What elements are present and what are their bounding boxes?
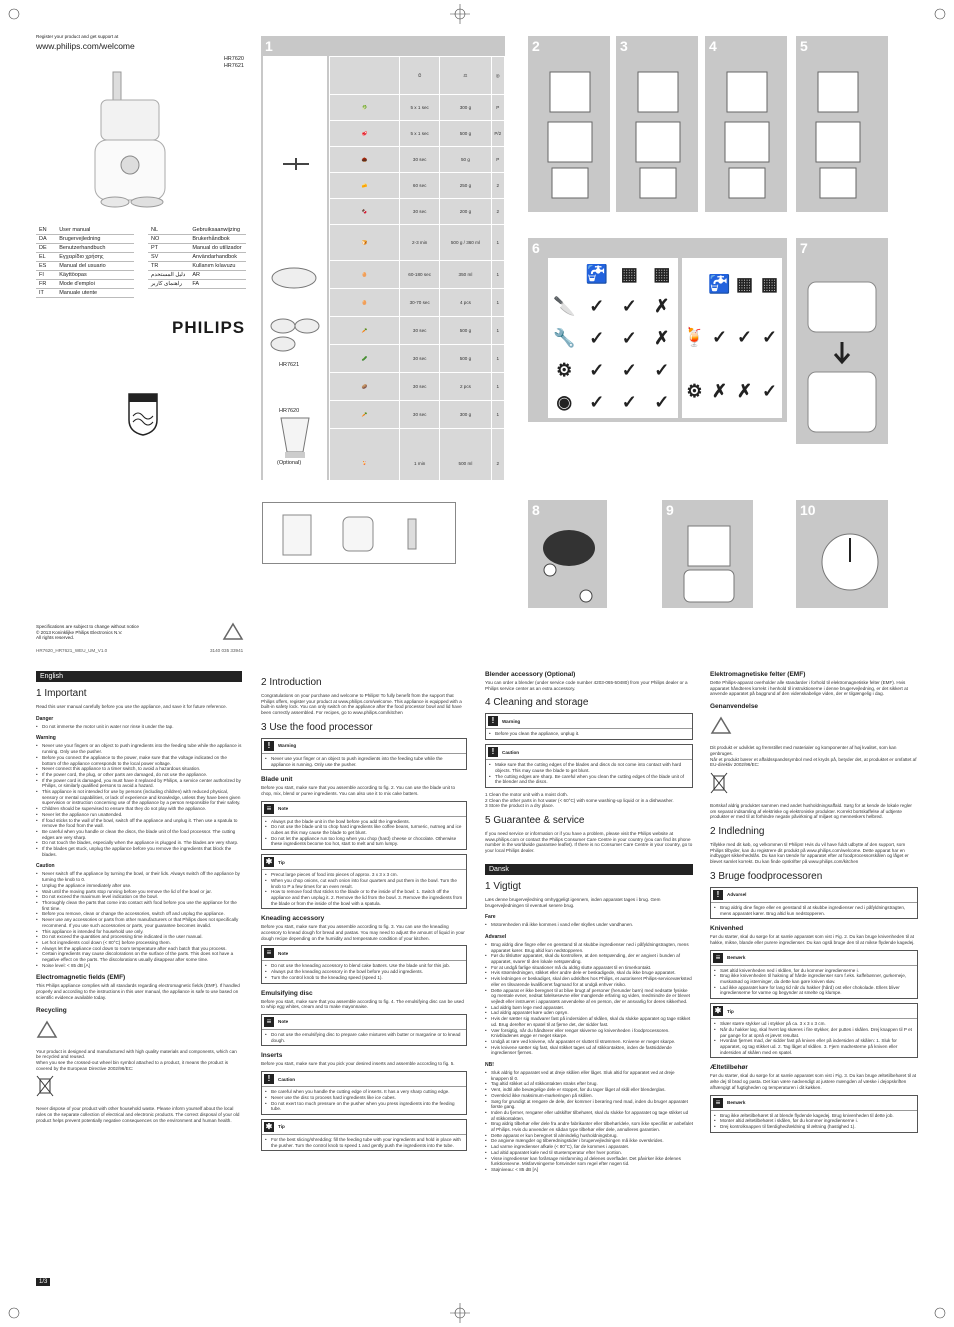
model-list xyxy=(216,56,244,69)
list-item: • Let hot ingredients cool down (< 80°C) before processing them. xyxy=(36,940,242,946)
caution-icon: ! xyxy=(488,747,498,757)
blade-unit-icon xyxy=(281,156,311,172)
list-item: • Before you clean the appliance, unplug it. xyxy=(489,731,689,737)
table-row: 🥚 60-180 sec 350 ml 1 xyxy=(330,261,505,289)
lang-row: ES Manual del usuario xyxy=(36,262,134,271)
list-item: • Do not use the kneading accessory to blend cake batters. Use the blade unit for this job. xyxy=(265,963,463,969)
doc-number: 3140 035 33941 xyxy=(210,648,244,653)
list-item: • Never use any accessories or parts from other manufacturers or that Philips does not specifically recommend. If you use such accessories or parts, your guarantee becomes invalid. xyxy=(36,917,242,928)
list-item: • If the power cord, the plug, or other parts are damaged, do not use the appliance. xyxy=(36,772,242,778)
list-item: • Do not use the emulsifying disc to prepare cake mixtures with butter or margarine or to knead dough. xyxy=(265,1032,463,1043)
figure-1 xyxy=(261,36,505,480)
list-item: • Do not use the blade unit to chop hard ingredients like coffee beans, turmeric, nutmeg and ice cubes as this may cause the blade to get blunt. xyxy=(265,824,463,835)
list-item: • Do not let the appliance run too long when you chop (hard) cheese or chocolate. Otherwise these ingredients become too hot, start to melt and turn lumpy. xyxy=(265,836,463,847)
list-item: • Brug aldrig dine fingre eller en genstand til at skubbe ingredienser ned i påfyldningstragten, mens apparatet kører. Brug altid kun nedstopperen. xyxy=(485,942,693,953)
warning-icon: ! xyxy=(488,716,498,726)
note-icon: ≡ xyxy=(713,1098,723,1108)
fig1-table xyxy=(329,56,505,499)
lang-row: راهنمای کاربر FA xyxy=(148,280,246,289)
page-number: 1/3 xyxy=(36,1278,50,1286)
section-guarantee: 5 Guarantee & service xyxy=(485,815,585,827)
list-item: • Hvis ledningen er beskadiget, skal den udskiftes hos Philips, et autoriseret Philips-serviceværksted eller en tilsvarende kvalificeret fagmand for at undgå enhver risiko. xyxy=(485,976,693,987)
tip-icon: ✱ xyxy=(265,857,273,867)
emulsifying-disc-icon xyxy=(269,264,319,292)
danger-heading: Danger xyxy=(36,715,54,722)
list-item: • Hvis knivene sætter sig fast, skal stikket tages ud af stikkontakten, inden de fastsiddende ingredienser fjernes. xyxy=(485,1045,693,1056)
recycling-heading: Recycling xyxy=(36,1006,67,1014)
list-item: • Children should be supervised to ensure that they do not play with the appliance. xyxy=(36,806,242,812)
list-item: • Når du hakker løg, skal hvert løg skæres i fire stykker, der puttes i skålen. Drej knappen til P et par gange for at opnå et jævnt resultat. xyxy=(714,1027,914,1038)
advarsel-list xyxy=(485,942,693,1056)
lang-row: SV Användarhandbok xyxy=(148,253,246,262)
recycle-icon xyxy=(710,716,732,736)
label-optional: (Optional) xyxy=(277,460,302,466)
tip-box: ✱ Tip • Precut large pieces of food into pieces of approx. 3 x 3 x 3 cm. • When you chop onions, cut each onion into four quarters and put them in the bowl. Turn the knob to P a few times for an even result. • How to remove food that sticks to the blade or to the inside of the bowl: 1. Switch off the appliance and then unplug it. 2. Remove the lid from the bowl. 3. Remove the ingredients from the blade or from the inside of the bowl with a spatula. xyxy=(261,854,467,909)
english-col-1 xyxy=(36,671,242,1123)
kneading-text: Before you start, make sure that you assemble according to fig. 3. You can use the kneading accessory to knead dough for bread and pastas. You may need to adjust the amount of liquid in your dough recipe depending on the humidity and temperature condition of your kitchen. xyxy=(261,924,465,941)
list-item: • Do not exert too much pressure on the pusher when you press ingredients into the feeding tube. xyxy=(265,1101,463,1112)
lang-row: PT Manual do utilizador xyxy=(148,244,246,253)
cleaning-step: Store the product in a dry place. xyxy=(488,803,554,809)
list-item: • Make sure that the cutting edges of the blades and discs do not come into contact with hard objects. This may cause the blade to get blunt. xyxy=(489,762,689,773)
lang-row: FI Käyttöopas xyxy=(36,271,134,280)
list-item: • Be careful when you handle or clean the discs, the blade unit of the food processor. The cutting edges are very sharp. xyxy=(36,829,242,840)
list-item: • The cutting edges are sharp. Be careful when you clean the cutting edges of the blade unit of the blender and the discs. xyxy=(489,774,689,785)
label-hr7621: HR7621 xyxy=(279,362,300,368)
cleaning-step: Clean the motor unit with a moist cloth. xyxy=(488,791,568,797)
intro-text: Læs denne brugervejledning omhyggeligt igennem, inden apparatet tages i brug. Gem brugervejledningen til eventuel senere brug. xyxy=(485,896,661,908)
emf-text: This Philips appliance complies with all standards regarding electromagnetic fields (EMF). If handled properly and according to the instructions in this user manual, the appliance is safe to use based on scientific evidence available today. xyxy=(36,983,240,1000)
figure-2: 2 xyxy=(528,36,610,212)
list-item: • Hvis strømledningen, stikket eller andre dele er beskadigede, skal du ikke bruge apparatet. xyxy=(485,970,693,976)
list-item: • Certain ingredients may cause discolorations on the surface of the parts. This does not have a negative effect on the parts. The discolorations usually disappear after some time. xyxy=(36,951,242,962)
language-heading-english: English xyxy=(36,671,242,682)
figure-8: 8 xyxy=(528,500,607,608)
lang-row: EN User manual xyxy=(36,226,134,235)
list-item: • Tag altid stikket ud af stikkontakten straks efter brug. xyxy=(485,1081,693,1087)
lang-row: DA Brugervejledning xyxy=(36,235,134,244)
blade-text: Before you start, make sure that you assemble according to fig. 2. You can use the blade unit to chop, mix, blend or puree ingredients. You can also use it to mix cake batters. xyxy=(261,785,456,796)
intro-text: Congratulations on your purchase and welcome to Philips! To fully benefit from the support that Philips offers, register your product at www.philips.com/welcome. This appliance is equipped with a built-in safety lock. You can only switch on the appliance after the food processor bowl and lid have been correctly assembled. For recipes, go to www.philips.com/kitchen xyxy=(261,693,462,716)
nb-heading: NB! xyxy=(485,1062,494,1069)
spec-notice: Specifications are subject to change without notice © 2013 Koninklijke Philips Electronics N.V. All rights reserved. xyxy=(36,624,139,641)
list-item: • Before you connect the appliance to the power, make sure that the voltage indicated on the bottom of the appliance corresponds to the local power voltage. xyxy=(36,755,242,766)
list-item: • Før du tilslutter apparatet, skal du kontrollere, at den netspænding, der er angivet i bunden af apparatet, svarer til den lokale netspænding. xyxy=(485,953,693,964)
philips-logo: PHILIPS xyxy=(172,318,246,337)
list-item: • Dette apparat er ikke beregnet til at blive brugt af personer (herunder børn) med nedsatte fysiske og mentale evner, nedsat følelsesevne eller manglende erfaring og viden, medmindre de er blevet vejledt eller instrueret i apparatets anvendelse af en person, der er ansvarlig for deres sikkerhed. xyxy=(485,988,693,1005)
warning-icon: ! xyxy=(713,890,723,900)
list-item: • Thoroughly clean the parts that come into contact with food before you use the appliance for the first time. xyxy=(36,900,242,911)
list-item: • Vær forsigtig, når du håndterer eller rengør skiverne og knivenheden i foodprocessoren. Knivbladenes ægge er meget skarpe. xyxy=(485,1028,693,1039)
table-row: 🥕 30 sec 300 g 1 xyxy=(330,401,505,429)
list-item: • Inden du fjerner, rengører eller udskifter tilbehøret, skal du slukke for apparatet og tage stikket ud af stikkontakten. xyxy=(485,1110,693,1121)
caution-list xyxy=(36,871,242,968)
table-row: 🌰 30 sec 50 g P xyxy=(330,147,505,173)
emf-text: Dette Philips-apparat overholder alle standarder i forhold til elektromagnetiske felter (EMF). Hvis apparatet håndteres korrekt i henhold til instruktionerne i denne brugervejledning, er det sikkert at anvende apparatet på baggrund af den videnskabelige viden, der er tilgængelig i dag. xyxy=(710,680,908,697)
note-icon: ≡ xyxy=(264,804,274,814)
list-item: • Visse ingredienser kan forårsage misfarvning af delenes overflader. Det påvirker ikke delenes funktionsevne. Misfarvningerne forsvinder som regel efter nogen tid. xyxy=(485,1156,693,1167)
recycle-icon xyxy=(222,622,244,642)
list-item: • If the power cord is damaged, you must have it replaced by Philips, a service center authorized by Philips, or similarly qualified persons to avoid a hazard. xyxy=(36,778,242,789)
optional-accessories xyxy=(262,502,456,564)
lang-row: NO Brukerhåndbok xyxy=(148,235,246,244)
figure-3: 3 xyxy=(616,36,698,212)
section-introduction: 2 Introduction xyxy=(261,677,322,688)
list-item: • Lad varme ingredienser afkøle (< 80°C), før de kommes i apparatet. xyxy=(485,1144,693,1150)
list-item: • Støjniveau: < 85 dB [A] xyxy=(485,1167,693,1173)
accessory-column xyxy=(263,56,327,480)
list-item: • Sæt altid knivenheden ned i skålen, før du kommer ingredienserne i. xyxy=(714,968,914,974)
section-important: 1 Important xyxy=(36,688,87,699)
recycling-heading: Genanvendelse xyxy=(710,703,759,711)
list-item: • Hvis der sætter sig madvarer fast på indersiden af skålen, skal du slukke apparatet og tage stikket ud. Brug derefter en spatel til at fjerne det, der sidder fast. xyxy=(485,1016,693,1027)
language-list-left xyxy=(36,226,134,298)
advarsel-heading: Advarsel xyxy=(485,933,507,940)
list-item: • Be careful when you handle the cutting edge of inserts. It has a very sharp cutting edge. xyxy=(265,1089,463,1095)
intro-text: Tillykke med dit køb, og velkommen til Philips! Hvis du vil have fuldt udbytte af den support, som Philips tilbyder, kan du registrere dit produkt på www.philips.com/welcome. Dette apparat har en indbygget sikkerhedslås. Du kan kun tænde for apparatet efter at foodprocessorskålen og låget er blevet samlet korrekt. Du kan finde opskrifter på www.philips.com/kitchen xyxy=(710,842,909,865)
lang-row: FR Mode d'emploi xyxy=(36,280,134,289)
section-vigtigt: 1 Vigtigt xyxy=(485,880,521,892)
list-item: • Undgå at røre ved knivene, når apparatet er sluttet til strømmen. Knivene er meget skarpe. xyxy=(485,1039,693,1045)
recycling-text: Bortskaf aldrig produktet sammen med andet husholdningsaffald. Sørg for at kende de lokale regler om separat indsamling af elektriske og elektroniske produkter. Korrekt bortskaffelse af udtjente produkter er med til at forhindre negativ påvirkning af miljøet og menneskers helbred. xyxy=(710,802,912,820)
note-box: ≡ Note • Do not use the kneading accessory to blend cake batters. Use the blade unit for this job. • Always put the kneading accessory in the bowl before you add ingredients. • Turn the control knob to the kneading speed (speed 1). xyxy=(261,945,467,983)
recycling-text: Dit produkt er udviklet og fremstillet med materialer og komponenter af høj kvalitet, som kan genbruges. xyxy=(710,745,897,756)
figure-1-label: 1 xyxy=(265,38,273,54)
timer-icon: ⏱ xyxy=(400,57,440,95)
list-item: • Never connect this appliance to a timer switch, to avoid a hazardous situation. xyxy=(36,766,242,772)
emulsifying-heading: Emulsifying disc xyxy=(261,989,313,997)
list-item: • Brug aldrig tilbehør eller dele fra andre fabrikanter eller tilbehør/dele, som ikke specifikt er anbefalet af Philips. Hvis du anvender en sådan type tilbehør eller dele, annulleres garantien. xyxy=(485,1121,693,1132)
list-item: • Do not exceed the maximum level indication on the bowl. xyxy=(36,894,242,900)
list-item: • Before you remove, clean or change the accessories, switch off and unplug the appliance. xyxy=(36,911,242,917)
warning-icon: ! xyxy=(264,741,274,751)
dishwasher-grid: 🚰 ▦ ▦ 🔪 ✓ ✓ ✗ 🔧 ✓ ✓ ✗ ⚙ ✓ ✓ ✓ ◉ ✓ ✓ ✓ xyxy=(548,258,678,418)
figure-9: 9 xyxy=(662,500,753,608)
list-item: • If the blades get stuck, unplug the appliance before you remove the ingredients that block the blades. xyxy=(36,846,242,857)
english-col-2 xyxy=(261,671,467,1155)
crossed-bin-icon xyxy=(36,1075,54,1097)
list-item: • Hvordan fjernes mad, der sidder fast på kniven eller på indersiden af skålen: 1. Sluk for apparatet, og tag stikket ud. 2. Tag låget af skålen. 3. Fjern madresterne på kniven eller indersiden af skålen med en spatel. xyxy=(714,1038,914,1055)
warning-box: ! Warning • Before you clean the appliance, unplug it. xyxy=(485,713,693,740)
knivenhed-heading: Knivenhed xyxy=(710,925,744,933)
lang-row: TR Kullanım kılavuzu xyxy=(148,262,246,271)
list-item: • Wait until the moving parts stop running before you remove the lid of the bowl or jar. xyxy=(36,889,242,895)
lang-row: DE Benutzerhandbuch xyxy=(36,244,134,253)
list-item: • Brug ikke knivenheden til hakning af hårde ingredienser som f.eks. kaffebønner, gurkemeje, muskatnød og isterninger, da dette kan gøre kniven sløv. xyxy=(714,973,914,984)
col-4 xyxy=(710,671,918,1137)
list-item: • Precut large pieces of food into pieces of approx. 3 x 3 x 3 cm. xyxy=(265,872,463,878)
tip-box: ✱ Tip • Skær større stykker ud i stykker på ca. 3 x 3 x 3 cm. • Når du hakker løg, skal hvert løg skæres i fire stykker, der puttes i skålen. Drej knappen til P et par gange for at opnå et jævnt resultat. • Hvordan fjernes mad, der sidder fast på kniven eller på indersiden af skålen: 1. Sluk for apparatet, og tag stikket ud. 2. Tag låget af skålen. 3. Fjern madresterne på kniven eller indersiden af skålen med en spatel. xyxy=(710,1003,918,1058)
list-item: • Never switch off the appliance by turning the bowl, or their lids. Always switch off the appliance by turning the knob to 0. xyxy=(36,871,242,882)
list-item: • Noise level: < 85 dB [A] xyxy=(36,963,242,969)
section-use: 3 Use the food processor xyxy=(261,721,373,733)
note-box: ≡ Note • Always put the blade unit in the bowl before you add the ingredients. • Do not use the blade unit to chop hard ingredients like coffee beans, turmeric, nutmeg and ice cubes as this may cause the blade to get blunt. • Do not let the appliance run too long when you chop (hard) cheese or chocolate. Otherwise these ingredients become too hot, start to melt and turn lumpy. xyxy=(261,801,467,851)
emf-heading: Electromagnetic fields (EMF) xyxy=(36,974,126,982)
note-box: ≡ Bemærk • Sæt altid knivenheden ned i skålen, før du kommer ingredienserne i. • Brug ikke knivenheden til hakning af hårde ingredienser som f.eks. kaffebønner, gurkemeje, muskatnød og isterninger, da dette kan gøre kniven sløv. • Lad ikke apparatet køre for lang tid når du hakker (hård) ost eller chokolade. Ellers bliver ingredienserne for varme og begynder at smelte og klumpe. xyxy=(710,950,918,1000)
food-processor-image xyxy=(85,70,185,210)
list-item: • Turn the control knob to the kneading speed (speed 1). xyxy=(265,975,463,981)
table-row: 🥔 30 sec 2 pcs 1 xyxy=(330,373,505,401)
fare-heading: Fare xyxy=(485,914,496,921)
lang-row: IT Manuale utente xyxy=(36,289,134,298)
list-item: • Drej kontrolknappen til færdighed/ældning til æltning (hastighed 1). xyxy=(714,1124,914,1130)
aelte-text: Før du starter, skal du sørge for at samle apparatet som vist i Fig. 3. Du kan bruge æltetilbehøret til at ælte dej til brød og pasta. Det kan være nødvendigt at justere mængden af væske i dejopskriften afhængigt af fugtigheden og temperaturen i dit køkken. xyxy=(710,1073,917,1090)
list-item: • If food sticks to the wall of the bowl, switch off the appliance and unplug it. Then use a spatula to remove the food from the wall. xyxy=(36,818,242,829)
list-item: • Lad altid apparatet køle ned til stuetemperatur efter hver portion. xyxy=(485,1150,693,1156)
language-heading-danish: Dansk xyxy=(485,864,693,875)
list-item: • Skær større stykker ud i stykker på ca. 3 x 3 x 3 cm. xyxy=(714,1021,914,1027)
warning-list xyxy=(36,743,242,857)
list-item: • Always let the appliance cool down to room temperature after each batch that you process. xyxy=(36,946,242,952)
list-item: • De angivne mængder og tilberedningstider i brugervejledningen må ikke overskrides. xyxy=(485,1138,693,1144)
figure-10: 10 xyxy=(796,500,888,608)
note-icon: ≡ xyxy=(713,953,723,963)
assembly-diagram xyxy=(538,62,602,202)
aelte-heading: Æltetilbehør xyxy=(710,1064,748,1072)
figure-6: 6 🚰 ▦ ▦ 🔪 ✓ ✓ ✗ 🔧 ✓ ✓ ✗ ⚙ ✓ ✓ ✓ ◉ ✓ ✓ ✓ 🚰 ▦ ▦ 🍹 ✓ ✓ ✓ ⚙ ✗ ✗ ✓ xyxy=(528,238,787,422)
cleaning-step: Clean the other parts in hot water (< 60°C) with some washing-up liquid or in a dishwasher. xyxy=(488,797,674,803)
recycling-text: Never dispose of your product with other household waste. Please inform yourself about the local rules on the separate collection of electrical and electronic products. The correct disposal of your old product helps prevent potentially negative consequences on the environment and human health. xyxy=(36,1106,240,1123)
warning-box: ! Advarsel • Brug aldrig dine fingre eller en genstand til at skubbe ingredienser ned i påfyldningstragten, mens apparatet kører. Brug altid kun nedstopperen. xyxy=(710,887,918,919)
lang-row: NL Gebruiksaanwijzing xyxy=(148,226,246,235)
cover-panel xyxy=(36,34,246,51)
list-item: • Unplug the appliance immediately after use. xyxy=(36,883,242,889)
list-item: • Brug aldrig dine fingre eller en genstand til at skubbe ingredienser ned i påfyldningstragten, mens apparatet kører. Brug altid kun nedstopperen. xyxy=(714,905,914,916)
website-url[interactable]: www.philips.com/welcome xyxy=(36,40,135,51)
list-item: • Never use your finger or an object to push ingredients into the feeding tube while the appliance is running. Only use the pusher. xyxy=(265,756,463,767)
warning-heading: Warning xyxy=(36,735,56,742)
list-item: • Sørg for grundigt at rengøre de dele, der kommer i berøring med mad, inden du bruger apparatet første gang. xyxy=(485,1099,693,1110)
crossed-bin-icon xyxy=(710,772,728,794)
figure-4: 4 xyxy=(705,36,787,212)
philips-shield-icon xyxy=(127,392,159,436)
fig1-header-row xyxy=(330,57,505,95)
tip-box: ✱ Tip • For the best slicing/shredding: fill the feeding tube with your ingredients and hold in place with the pusher. Turn the control knob to speed 1 and gently push the ingredients into the tube. xyxy=(261,1119,467,1151)
blender-jar-icon xyxy=(277,416,313,460)
blade-heading: Blade unit xyxy=(261,776,293,784)
model-hr7620: HR7620 xyxy=(223,56,244,62)
list-item: • Never use your fingers or an object to push ingredients into the feeding tube while the appliance is running. Only use the pusher. xyxy=(36,743,242,754)
table-row: 🍫 30 sec 200 g 2 xyxy=(330,199,505,225)
list-item: • Vent, indtil alle bevægelige dele er stoppet, før du tager låget af skål eller blenderglas. xyxy=(485,1087,693,1093)
inserts-heading: Inserts xyxy=(261,1052,283,1060)
caution-box: ! Caution • Make sure that the cutting edges of the blades and discs do not come into contact with hard objects. This may cause the blade to get blunt. • The cutting edges are sharp. Be careful when you clean the cutting edges of the blade unit of the blender and the discs. xyxy=(485,744,693,788)
slicing-discs-icon xyxy=(269,316,321,356)
list-item: • When you chop onions, cut each onion into four quarters and put them in the bowl. Turn the knob to P a few times for an even result. xyxy=(265,878,463,889)
list-item: • Lad aldrig børn lege med apparatet. xyxy=(485,1005,693,1011)
table-row: 🥒 30 sec 500 g 1 xyxy=(330,345,505,373)
assembly-diagram xyxy=(806,62,880,202)
kneading-heading: Kneading accessory xyxy=(261,915,325,923)
emf-heading: Elektromagnetiske felter (EMF) xyxy=(710,671,806,678)
list-item: • Lad ikke apparatet køre for lang tid når du hakker (hård) ost eller chokolade. Ellers bliver ingredienserne for varme og begynder at smelte og klumpe. xyxy=(714,985,914,996)
list-item: • Monter altid æltetilbehøret i skålen, før du kommer ingredienserne i. xyxy=(714,1118,914,1124)
tip-icon: ✱ xyxy=(714,1006,722,1016)
speed-icon: ◎ xyxy=(491,57,504,95)
guarantee-text: If you need service or information or if you have a problem, please visit the Philips website at www.philips.com or contact the Philips Consumer Care Centre in your country (you can find its phone number in the worldwide guarantee leaflet). If there is no Consumer Care Centre in your country, go to your local Philips dealer. xyxy=(485,831,693,854)
table-row: 🥩 5 x 1 sec 500 g P/2 xyxy=(330,121,505,147)
list-item: • For the best slicing/shredding: fill the feeding tube with your ingredients and hold in place with the pusher. Turn the control knob to speed 1 and gently push the ingredients into the tube. xyxy=(265,1137,463,1148)
list-item: • Do not exceed the quantities and processing time indicated in the user manual. xyxy=(36,934,242,940)
list-item: • Always put the kneading accessory in the bowl before you add ingredients. xyxy=(265,969,463,975)
lang-row: EL Εγχειρίδιο χρήσης xyxy=(36,253,134,262)
assembly-diagram xyxy=(715,62,779,202)
inserts-text: Before you start, make sure that you pick your desired inserts and assemble according to fig. 5. xyxy=(261,1061,455,1067)
list-item: • Lad aldrig apparatet køre uden opsyn. xyxy=(485,1010,693,1016)
knivenhed-text: Før du starter, skal du sørge for at samle apparatet som vist i Fig. 2. Du kan bruge knivenheden til at hakke, mikse, blande eller purere ingredienser. Du kan også bruge den til at mikse flydende kagedej. xyxy=(710,934,915,945)
emulsifying-text: Before you start, make sure that you assemble according to fig. 4. The emulsifying disc can be used to whip egg whites, cream and to make mayonnaise. xyxy=(261,998,464,1010)
blender-heading: Blender accessory (Optional) xyxy=(485,671,576,678)
section-cleaning: 4 Cleaning and storage xyxy=(485,697,589,709)
caution-box: ! Caution • Be careful when you handle the cutting edge of inserts. It has a very sharp cutting edge. • Never use the disc to process hard ingredients like ice cubes. • Do not exert too much pressure on the pusher when you press ingredients into the feeding tube. xyxy=(261,1071,467,1115)
list-item: • Never use the disc to process hard ingredients like ice cubes. xyxy=(265,1095,463,1101)
language-list-right xyxy=(148,226,246,289)
caution-heading: Caution xyxy=(36,863,55,870)
recycling-text: When you see the crossed-out wheel bin symbol attached to a product, it means the product is covered by the European Directive 2002/96/EC: xyxy=(36,1059,229,1071)
recycling-text: Your product is designed and manufactured with high quality materials and components, which can be recycled and reused. xyxy=(36,1048,237,1060)
list-item: • Do not immerse the motor unit in water nor rinse it under the tap. xyxy=(36,724,242,730)
doc-code: HR7620_HR7621_WEU_UM_V1.0 xyxy=(36,648,108,653)
figure-7: 7 xyxy=(796,238,888,444)
caution-icon: ! xyxy=(264,1074,274,1084)
list-item: • How to remove food that sticks to the blade or to the inside of the bowl: 1. Switch off the appliance and then unplug it. 2. Remove the lid from the bowl. 3. Remove the ingredients from the blade or from the inside of the bowl with a spatula. xyxy=(265,889,463,906)
section-bruge: 3 Bruge foodprocessoren xyxy=(710,870,823,882)
table-row: 🍹 1 min 500 ml 2 xyxy=(330,429,505,499)
note-icon: ≡ xyxy=(264,948,274,958)
col-3: Blender accessory (Optional) You can order a blender (under service code number 4203-065-50480) from your Philips dealer or a Philips service center as an extra accessory. 4 Cleaning and storage ! Warning • Before you clean the appliance, unplug it. ! Caution • Make sure that the cutting edges of the blades and discs do not come into contact with hard objects. This may cause the blade to get blunt. • The cutting edges are sharp. Be careful when you clean the cutting edges of the blade unit of the blender and the discs. 1 Clean the motor unit with a moist cloth. 2 Clean the other parts in hot water (< 60°C) with some washing-up liquid or in a dishwasher. 3 Store the product in a dry place. 5 Guarantee & service If you need service or information or if you have a problem, please visit the Philips website at www.philips.com or contact the Philips Consumer Care Centre in your country (you can find its phone number in the worldwide guarantee leaflet). If there is no Consumer Care Centre in your country, go to your local Philips dealer. Dansk 1 Vigtigt Læs denne brugervejledning omhyggeligt igennem, inden apparatet tages i brug. Gem brugervejledningen til eventuel senere brug. Fare • Motorenheden må ikke kommes i vand eller skylles under vandhanen. Advarsel • Brug aldrig dine fingre eller en genstand til at skubbe ingredienser ned i påfyldningstragten, mens apparatet kører. Brug altid kun nedstopperen. • Før du tilslutter apparatet, skal du kontrollere, at den netspænding, der er angivet i bunden af apparatet, svarer til den lokale netspænding. • For at undgå farlige situationer må du aldrig slutte apparatet til en timerkontakt. • Hvis strømledningen, stikket eller andre dele er beskadigede, skal du ikke bruge apparatet. • Hvis ledningen er beskadiget, skal den udskiftes hos Philips, et autoriseret Philips-serviceværksted eller en tilsvarende kvalificeret fagmand for at undgå enhver risiko. • Dette apparat er ikke beregnet til at blive brugt af personer (herunder børn) med nedsatte fysiske og mentale evner, nedsat følelsesevne eller manglende erfaring og viden, medmindre de er blevet vejledt eller instrueret i apparatets anvendelse af en person, der er ansvarlig for deres sikkerhed. • Lad aldrig børn lege med apparatet. • Lad aldrig apparatet køre uden opsyn. • Hvis der sætter sig madvarer fast på indersiden af skålen, skal du slukke apparatet og tage stikket ud. Brug derefter en spatel til at fjerne det, der sidder fast. • Vær forsigtig, når du håndterer eller rengør skiverne og knivenheden i foodprocessoren. Knivbladenes ægge er meget skarpe. • Undgå at røre ved knivene, når apparatet er sluttet til strømmen. Knivene er meget skarpe. • Hvis knivene sætter sig fast, skal stikket tages ud af stikkontakten, inden de fastsiddende ingredienser fjernes. NB! • Sluk aldrig for apparatet ved at dreje skålen eller låget. Sluk altid for apparatet ved at dreje knappen til 0. • Tag altid stikket ud af stikkontakten straks efter brug. • Vent, indtil alle bevægelige dele er stoppet, før du tager låget af skål eller blenderglas. • Overskrid ikke maksimum-markeringen på skålen. • Sørg for grundigt at rengøre de dele, der kommer i berøring med mad, inden du bruger apparatet første gang. • Inden du fjerner, rengører eller udskifter tilbehøret, skal du slukke for apparatet og tage stikket ud af stikkontakten. • Brug aldrig tilbehør eller dele fra andre fabrikanter eller tilbehør/dele, som ikke specifikt er anbefalet af Philips. Hvis du anvender en sådan type tilbehør eller dele, annulleres garantien. • Dette apparat er kun beregnet til almindelig husholdningsbrug. • De angivne mængder og tilberedningstider i brugervejledningen må ikke overskrides. • Lad varme ingredienser afkøle (< 80°C), før de kommes i apparatet. • Lad altid apparatet køle ned til stuetemperatur efter hver portion. • Visse ingredienser kan forårsage misfarvning af delenes overflader. Det påvirker ikke delenes funktionsevne. Misfarvningerne forsvinder som regel efter nogen tid. • Støjniveau: < 85 dB [A] xyxy=(485,671,693,1173)
table-row: 🥬 5 x 1 sec 300 g P xyxy=(330,95,505,121)
model-hr7621: HR7621 xyxy=(223,62,244,69)
table-row: 🧀 60 sec 250 g 2 xyxy=(330,173,505,199)
list-item: • Dette apparat er kun beregnet til almindelig husholdningsbrug. xyxy=(485,1133,693,1139)
register-text: Register your product and get support at xyxy=(36,34,119,39)
label-hr7620: HR7620 xyxy=(279,408,300,414)
list-item: • This appliance is intended for household use only. xyxy=(36,929,242,935)
blender-text: You can order a blender (under service code number 4203-065-50480) from your Philips dealer or a Philips service center as an extra accessory. xyxy=(485,680,688,691)
assembly-diagram xyxy=(626,62,690,202)
recycle-icon xyxy=(36,1020,58,1040)
tip-icon: ✱ xyxy=(265,1121,273,1131)
list-item: • This appliance is not intended for use by persons (including children) with reduced physical, sensory or mental capabilities, or lack of experience and knowledge, unless they have been given supervision or instruction concerning use of the appliance by a person responsible for their safety. xyxy=(36,789,242,806)
dishwasher-grid-2: 🚰 ▦ ▦ 🍹 ✓ ✓ ✓ ⚙ ✗ ✗ ✓ xyxy=(682,258,782,418)
lang-row: دليل المستخدم AR xyxy=(148,271,246,280)
recycling-text: Når et produkt bærer et affaldsspandssymbol med et kryds på, betyder det, at produktet er omfattet af EU-direktiv 2002/96/EC: xyxy=(710,756,917,768)
list-item: • Never let the appliance run unattended. xyxy=(36,812,242,818)
list-item: • Do not touch the blades, especially when the appliance is plugged in. The blades are very sharp. xyxy=(36,840,242,846)
figure-5: 5 xyxy=(796,36,888,212)
section-indledning: 2 Indledning xyxy=(710,826,765,838)
storage-diagram xyxy=(802,262,882,440)
weight-icon: ⚖ xyxy=(440,57,491,95)
nb-list xyxy=(485,1070,693,1173)
list-item: • Brug ikke æltetilbehøret til at blende flydende kagedej. Brug knivenheden til dette job. xyxy=(714,1113,914,1119)
list-item: • Sluk aldrig for apparatet ved at dreje skålen eller låget. Sluk altid for apparatet ved at dreje knappen til 0. xyxy=(485,1070,693,1081)
note-box: ≡ Note • Do not use the emulsifying disc to prepare cake mixtures with butter or margarine or to knead dough. xyxy=(261,1014,467,1046)
list-item: • Overskrid ikke maksimum-markeringen på skålen. xyxy=(485,1093,693,1099)
table-row: 🥕 30 sec 500 g 1 xyxy=(330,317,505,345)
table-row: 🍞 2-3 min 500 g / 360 ml 1 xyxy=(330,225,505,261)
list-item: • For at undgå farlige situationer må du aldrig slutte apparatet til en timerkontakt. xyxy=(485,965,693,971)
note-box: ≡ Bemærk • Brug ikke æltetilbehøret til at blende flydende kagedej. Brug knivenheden til dette job. • Monter altid æltetilbehøret i skålen, før du kommer ingredienserne i. • Drej kontrolknappen til færdighed/ældning til æltning (hastighed 1). xyxy=(710,1095,918,1133)
table-row: 🥚 30-70 sec 4 pcs 1 xyxy=(330,289,505,317)
list-item: • Always put the blade unit in the bowl before you add the ingredients. xyxy=(265,819,463,825)
list-item: • Motorenheden må ikke kommes i vand eller skylles under vandhanen. xyxy=(485,922,693,928)
note-icon: ≡ xyxy=(264,1017,274,1027)
warning-box: ! Warning • Never use your finger or an object to push ingredients into the feeding tube while the appliance is running. Only use the pusher. xyxy=(261,738,467,770)
intro-text: Read this user manual carefully before you use the appliance, and save it for future reference. xyxy=(36,704,228,709)
